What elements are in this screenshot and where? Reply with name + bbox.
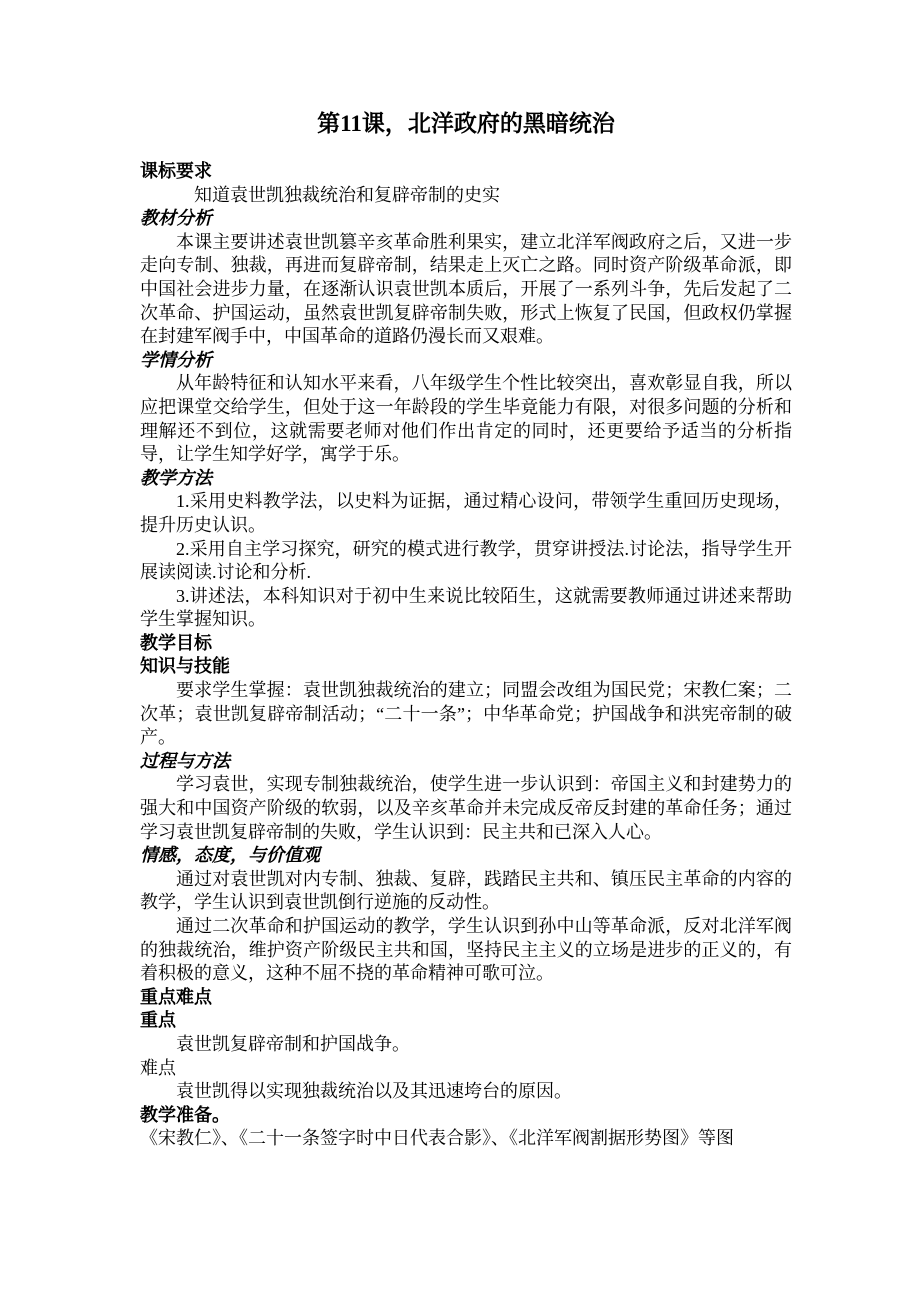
heading-knowledge-skills: 知识与技能: [140, 656, 230, 677]
paragraph: 袁世凯复辟帝制和护国战争。: [176, 1033, 410, 1054]
paragraph: 要求学生掌握：袁世凯独裁统治的建立；同盟会改组为国民党；宋教仁案；二次革；袁世凯复辟帝制活动；“二十一条”；中华革命党；护国战争和洪宪帝制的破产。: [140, 680, 792, 748]
paragraph: 2.采用自主学习探究，研究的模式进行教学，贯穿讲授法.讨论法，指导学生开展读阅读.讨论和分析.: [140, 538, 792, 583]
paragraph: 《宋教仁》、《二十一条签字时中日代表合影》、《北洋军阀割据形势图》等图: [140, 1128, 734, 1149]
document-title: 第11课，北洋政府的黑暗统治: [317, 111, 615, 136]
heading-affect-attitude-values: 情感，态度，与价值观: [140, 845, 320, 866]
heading-learner-analysis: 学情分析: [140, 349, 212, 370]
paragraph: 3.讲述法，本科知识对于初中生来说比较陌生，这就需要教师通过讲述来帮助学生掌握知识。: [140, 585, 792, 630]
paragraph: 学习袁世，实现专制独裁统治，使学生进一步认识到：帝国主义和封建势力的强大和中国资产阶级的软弱，以及辛亥革命并未完成反帝反封建的革命任务；通过学习袁世凯复辟帝制的失败，学生认识到：民主共和已深入人心。: [140, 774, 792, 842]
paragraph: 知道袁世凯独裁统治和复辟帝制的史实: [194, 184, 500, 205]
heading-teaching-methods: 教学方法: [140, 467, 212, 488]
heading-key-difficult-points: 重点难点: [140, 986, 212, 1007]
heading-curriculum-standards: 课标要求: [140, 161, 212, 181]
heading-textbook-analysis: 教材分析: [140, 208, 212, 229]
paragraph: 从年龄特征和认知水平来看，八年级学生个性比较突出，喜欢彰显自我，所以应把课堂交给学生，但处于这一年龄段的学生毕竟能力有限，对很多问题的分析和理解还不到位，这就需要老师对他们作出肯定的同时，还更要给予适当的分析指导，让学生知学好学，寓学于乐。: [140, 373, 792, 465]
heading-difficult-point: 难点: [140, 1057, 176, 1078]
paragraph: 通过对袁世凯对内专制、独裁、复辟，践踏民主共和、镇压民主革命的内容的教学，学生认识到袁世凯倒行逆施的反动性。: [140, 868, 792, 913]
heading-teaching-objectives: 教学目标: [140, 632, 212, 653]
heading-teaching-preparation: 教学准备。: [140, 1104, 230, 1125]
paragraph: 袁世凯得以实现独裁统治以及其迅速垮台的原因。: [176, 1081, 572, 1102]
heading-key-point: 重点: [140, 1010, 176, 1031]
paragraph: 通过二次革命和护国运动的教学，学生认识到孙中山等革命派，反对北洋军阀的独裁统治，维护资产阶级民主共和国，坚持民主主义的立场是进步的正义的，有着积极的意义，这种不屈不挠的革命精神可歌可泣。: [140, 916, 792, 984]
paragraph: 1.采用史料教学法，以史料为证据，通过精心设问，带领学生重回历史现场，提升历史认识。: [140, 491, 792, 535]
paragraph: 本课主要讲述袁世凯篡辛亥革命胜利果实，建立北洋军阀政府之后，又进一步走向专制、独裁，再进而复辟帝制，结果走上灭亡之路。同时资产阶级革命派，即中国社会进步力量，在逐渐认识袁世凯本质后，开展了一系列斗争，先后发起了二次革命、护国运动，虽然袁世凯复辟帝制失败，形式上恢复了民国，但政权仍掌握在封建军阀手中，中国革命的道路仍漫长而又艰难。: [140, 231, 792, 347]
heading-process-methods: 过程与方法: [140, 750, 230, 771]
